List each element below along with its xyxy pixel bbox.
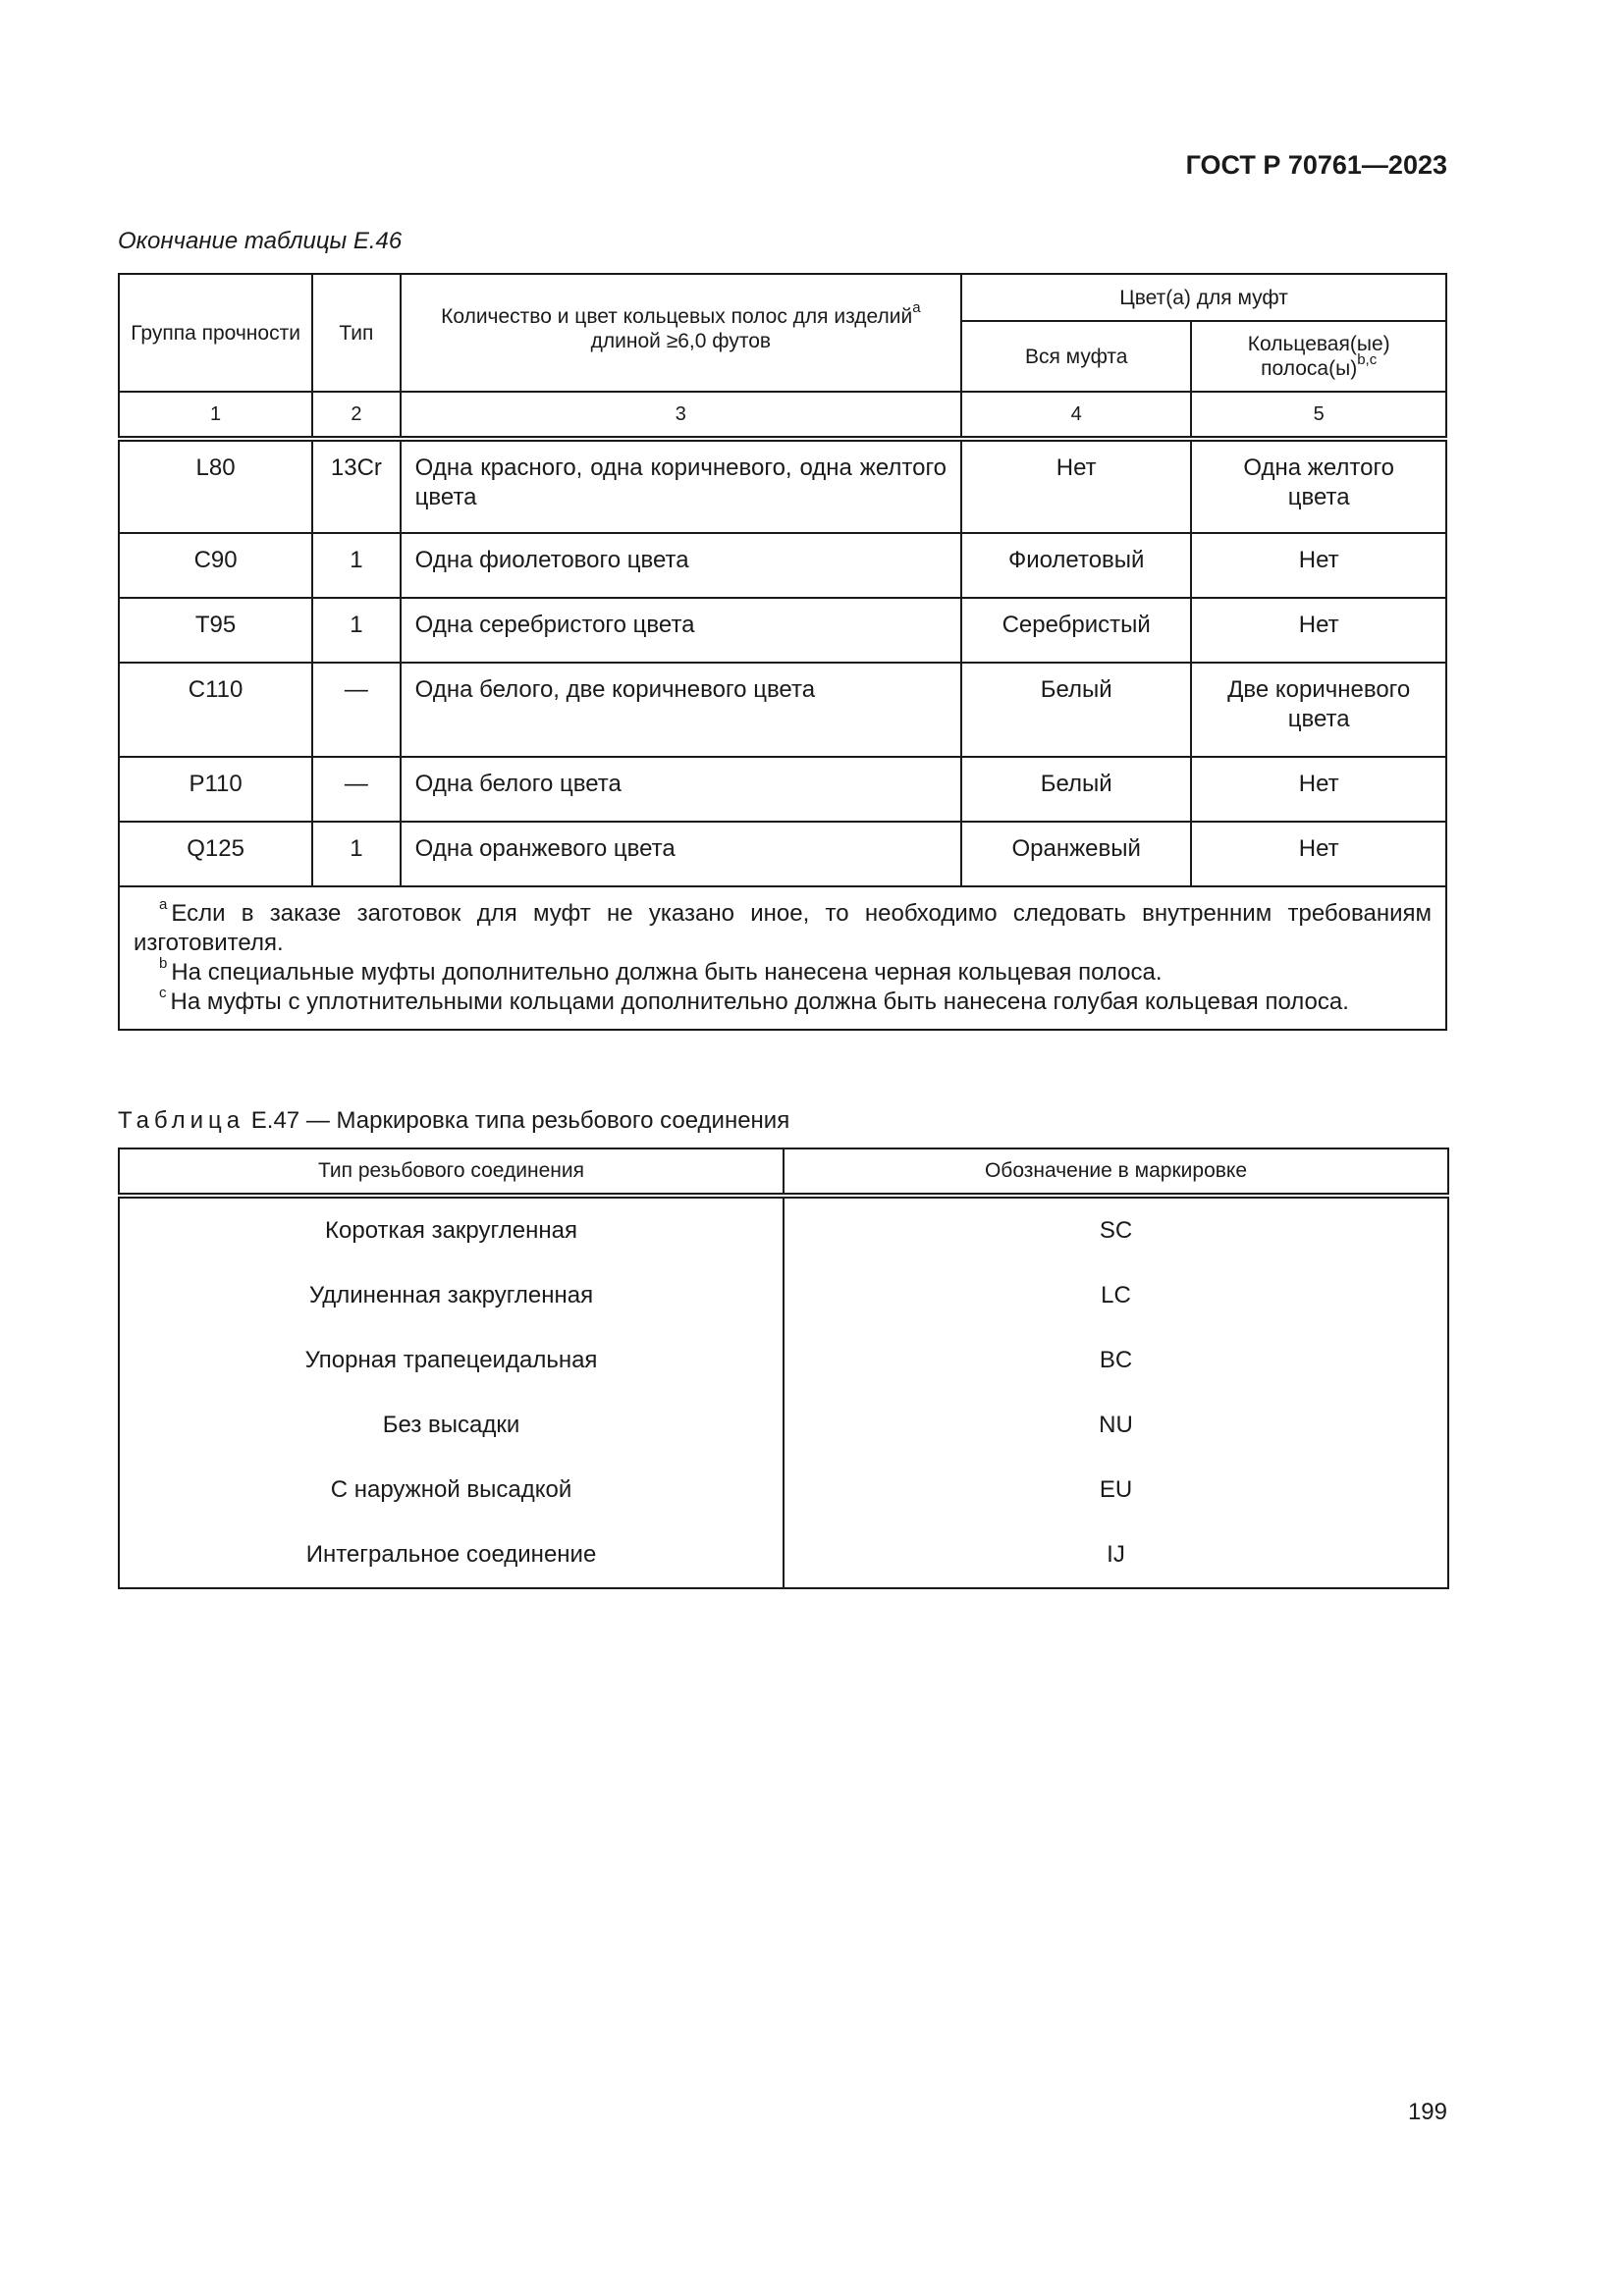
footnote-b: $^b$ На специальные муфты дополнительно должна быть нанесена черная кольцевая полоса. [159,955,1163,986]
table-row [119,439,1446,533]
cell-thread-type: С наружной высадкой [119,1458,784,1522]
header-coupling-color: Цвет(а) для муфт [961,274,1446,321]
cell-stripes: Одна оранжевого цвета [401,822,961,886]
header-ring-stripes: Кольцевая(ые) $полоса(ы)^{b,c}$ [1191,321,1446,392]
cell-ring: Нет [1191,757,1446,822]
header-type: Тип [312,274,401,392]
cell-ring: Две коричневого цвета [1191,663,1446,757]
footnote-a: $^a$ Если в заказе заготовок для муфт не указано иное, то необходимо следовать внутренним требованиям изготовителя. [134,896,1432,956]
footnote-ref-bc: b,c [1357,351,1378,368]
table-row [119,1196,1448,1263]
cell-ring: Нет [1191,598,1446,663]
cell-group: P110 [119,757,312,822]
cell-stripes: Одна красного, одна коричневого, одна желтого цвета [401,439,961,533]
header-group: Группа прочности [119,274,312,392]
cell-stripes: Одна белого цвета [401,757,961,822]
cell-type: — [312,663,401,757]
cell-group: L80 [119,439,312,533]
cell-group: C90 [119,533,312,598]
table-e47 [118,1148,1449,1589]
table-row [119,1458,1448,1522]
cell-code: IJ [784,1522,1448,1588]
header-stripes: Количество и цвет кольцевых полос для изделий$^a$ длиной ≥6,0 футов [401,274,961,392]
cell-type: — [312,757,401,822]
cell-whole: Белый [961,757,1191,822]
table-row [119,822,1446,886]
table-row [119,757,1446,822]
column-number: 4 [961,392,1191,439]
table-e46 [118,273,1447,1031]
table-e47-title: Таблица Е.47 — Маркировка типа резьбового соединения [118,1107,790,1134]
table-continuation-label: Окончание таблицы Е.46 [118,228,403,254]
cell-group: Q125 [119,822,312,886]
cell-stripes: Одна серебристого цвета [401,598,961,663]
cell-whole: Оранжевый [961,822,1191,886]
column-number: 5 [1191,392,1446,439]
cell-thread-type: Короткая закругленная [119,1196,784,1263]
table-row [119,663,1446,757]
cell-type: 1 [312,822,401,886]
cell-stripes: Одна фиолетового цвета [401,533,961,598]
cell-code: LC [784,1263,1448,1328]
table-row [119,1263,1448,1328]
table-row [119,1393,1448,1458]
cell-thread-type: Удлиненная закругленная [119,1263,784,1328]
table-row [119,598,1446,663]
cell-ring: Нет [1191,822,1446,886]
page-number: 199 [1407,2099,1447,2125]
cell-type: 13Cr [312,439,401,533]
cell-whole: Белый [961,663,1191,757]
cell-stripes: Одна белого, две коричневого цвета [401,663,961,757]
cell-whole: Серебристый [961,598,1191,663]
header-thread-type: Тип резьбового соединения [119,1148,784,1196]
column-number: 2 [312,392,401,439]
cell-ring: Нет [1191,533,1446,598]
table-row [119,1328,1448,1393]
column-number: 3 [401,392,961,439]
cell-thread-type: Интегральное соединение [119,1522,784,1588]
cell-code: NU [784,1393,1448,1458]
footnote-c: $^c$ На муфты с уплотнительными кольцами дополнительно должна быть нанесена голубая кольцевая полоса. [159,985,1349,1015]
footnote-ref-a: a [912,299,921,316]
cell-code: EU [784,1458,1448,1522]
table-row [119,533,1446,598]
header-whole-coupling: Вся муфта [961,321,1191,392]
header-designation: Обозначение в маркировке [784,1148,1448,1196]
cell-type: 1 [312,598,401,663]
cell-group: T95 [119,598,312,663]
cell-whole: Нет [961,439,1191,533]
cell-thread-type: Упорная трапецеидальная [119,1328,784,1393]
cell-code: SC [784,1196,1448,1263]
cell-code: BC [784,1328,1448,1393]
column-number: 1 [119,392,312,439]
cell-group: C110 [119,663,312,757]
cell-whole: Фиолетовый [961,533,1191,598]
cell-ring: Одна желтого цвета [1191,439,1446,533]
cell-thread-type: Без высадки [119,1393,784,1458]
cell-type: 1 [312,533,401,598]
table-footnotes [119,886,1446,1030]
document-standard-header: ГОСТ Р 70761—2023 [1185,150,1447,180]
table-row [119,1522,1448,1588]
